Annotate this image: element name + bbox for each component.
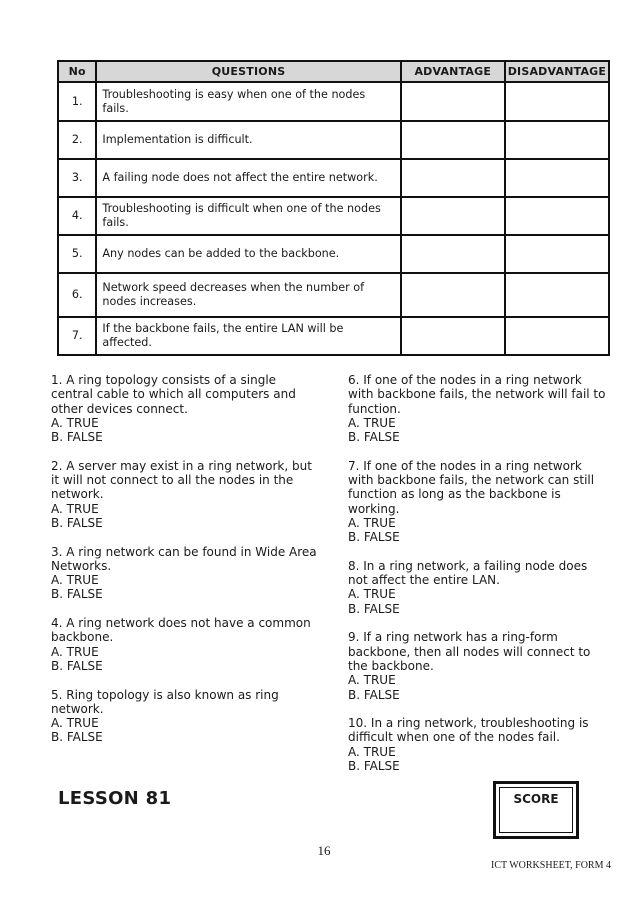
page-number: 16 [317,843,331,858]
table-row [59,274,608,318]
advantage-cell[interactable] [402,198,506,236]
row-question: Troubleshooting is difficult when one of the nodes fails. [97,198,401,236]
table-header-row [59,62,608,83]
row-number: 7. [59,318,97,354]
question-item [51,688,319,745]
row-number: 2. [59,122,97,160]
disadvantage-cell[interactable] [506,83,608,122]
question-item [51,459,319,530]
question-item [348,559,610,616]
question-item [51,373,319,444]
question-text: 4. A ring network does not have a common backbone. [51,616,311,645]
row-number: 3. [59,160,97,198]
table-row [59,318,608,354]
header-advantage: ADVANTAGE [402,62,506,83]
option-b[interactable]: B. FALSE [348,759,400,774]
row-number: 1. [59,83,97,122]
option-b[interactable]: B. FALSE [348,430,400,445]
lesson-title: LESSON 81 [58,788,172,809]
row-question: Network speed decreases when the number of nodes increases. [97,274,401,318]
question-item [51,616,319,673]
option-a[interactable]: A. TRUE [348,587,396,602]
question-item [348,373,610,444]
header-disadvantage: DISADVANTAGE [506,62,608,83]
option-b[interactable]: B. FALSE [348,687,400,702]
header-no: No [59,62,97,83]
option-a[interactable]: A. TRUE [51,415,99,430]
advantage-cell[interactable] [402,274,506,318]
option-a[interactable]: A. TRUE [348,673,396,688]
question-text: 8. In a ring network, a failing node does not affect the entire LAN. [348,558,588,588]
question-item [51,545,319,602]
option-a[interactable]: A. TRUE [348,415,396,430]
advantage-cell[interactable] [402,236,506,274]
row-question: If the backbone fails, the entire LAN will be affected. [97,318,401,354]
option-b[interactable]: B. FALSE [51,587,103,602]
option-b[interactable]: B. FALSE [51,515,103,530]
disadvantage-cell[interactable] [506,160,608,198]
table-row [59,236,608,274]
questions-left-column [51,373,319,759]
score-box[interactable] [493,781,579,839]
question-text: 7. If one of the nodes in a ring network with backbone fails, the network can still function as long as the backbone is working. [348,458,595,516]
table-row [59,198,608,236]
option-a[interactable]: A. TRUE [51,501,99,516]
disadvantage-cell[interactable] [506,122,608,160]
option-a[interactable]: A. TRUE [51,644,99,659]
disadvantage-cell[interactable] [506,198,608,236]
question-item [348,716,610,773]
questions-right-column [348,373,610,788]
option-b[interactable]: B. FALSE [348,530,400,545]
question-item [348,630,610,701]
table-row [59,83,608,122]
row-number: 5. [59,236,97,274]
footer-text: ICT WORKSHEET, FORM 4 [490,860,611,871]
score-label: SCORE [513,792,559,806]
question-item [348,459,610,545]
table-row [59,160,608,198]
row-question: Implementation is difficult. [97,122,401,160]
advantage-cell[interactable] [402,122,506,160]
option-b[interactable]: B. FALSE [348,601,400,616]
advantage-cell[interactable] [402,83,506,122]
row-number: 4. [59,198,97,236]
row-question: Troubleshooting is easy when one of the nodes fails. [97,83,401,122]
table-row [59,122,608,160]
advantage-cell[interactable] [402,160,506,198]
disadvantage-cell[interactable] [506,274,608,318]
option-b[interactable]: B. FALSE [51,730,103,745]
disadvantage-cell[interactable] [506,318,608,354]
row-question: Any nodes can be added to the backbone. [97,236,401,274]
question-text: 2. A server may exist in a ring network, but it will not connect to all the nodes in the network. [51,458,312,502]
question-text: 1. A ring topology consists of a single central cable to which all computers and other devices connect. [51,373,296,416]
question-text: 10. In a ring network, troubleshooting is difficult when one of the nodes fail. [348,716,589,745]
row-number: 6. [59,274,97,318]
question-text: 6. If one of the nodes in a ring network with backbone fails, the network will fail to function. [348,373,606,416]
row-question: A failing node does not affect the entire network. [97,160,401,198]
disadvantage-cell[interactable] [506,236,608,274]
option-a[interactable]: A. TRUE [51,716,99,731]
question-text: 9. If a ring network has a ring-form backbone, then all nodes will connect to the backbone. [348,630,591,673]
option-b[interactable]: B. FALSE [51,658,103,673]
question-text: 5. Ring topology is also known as ring network. [51,687,279,716]
advantage-cell[interactable] [402,318,506,354]
option-a[interactable]: A. TRUE [51,573,99,588]
option-b[interactable]: B. FALSE [51,430,103,445]
topology-table [57,60,610,356]
option-a[interactable]: A. TRUE [348,744,396,759]
question-text: 3. A ring network can be found in Wide Area Networks. [51,544,317,573]
option-a[interactable]: A. TRUE [348,515,396,530]
header-questions: QUESTIONS [97,62,401,83]
